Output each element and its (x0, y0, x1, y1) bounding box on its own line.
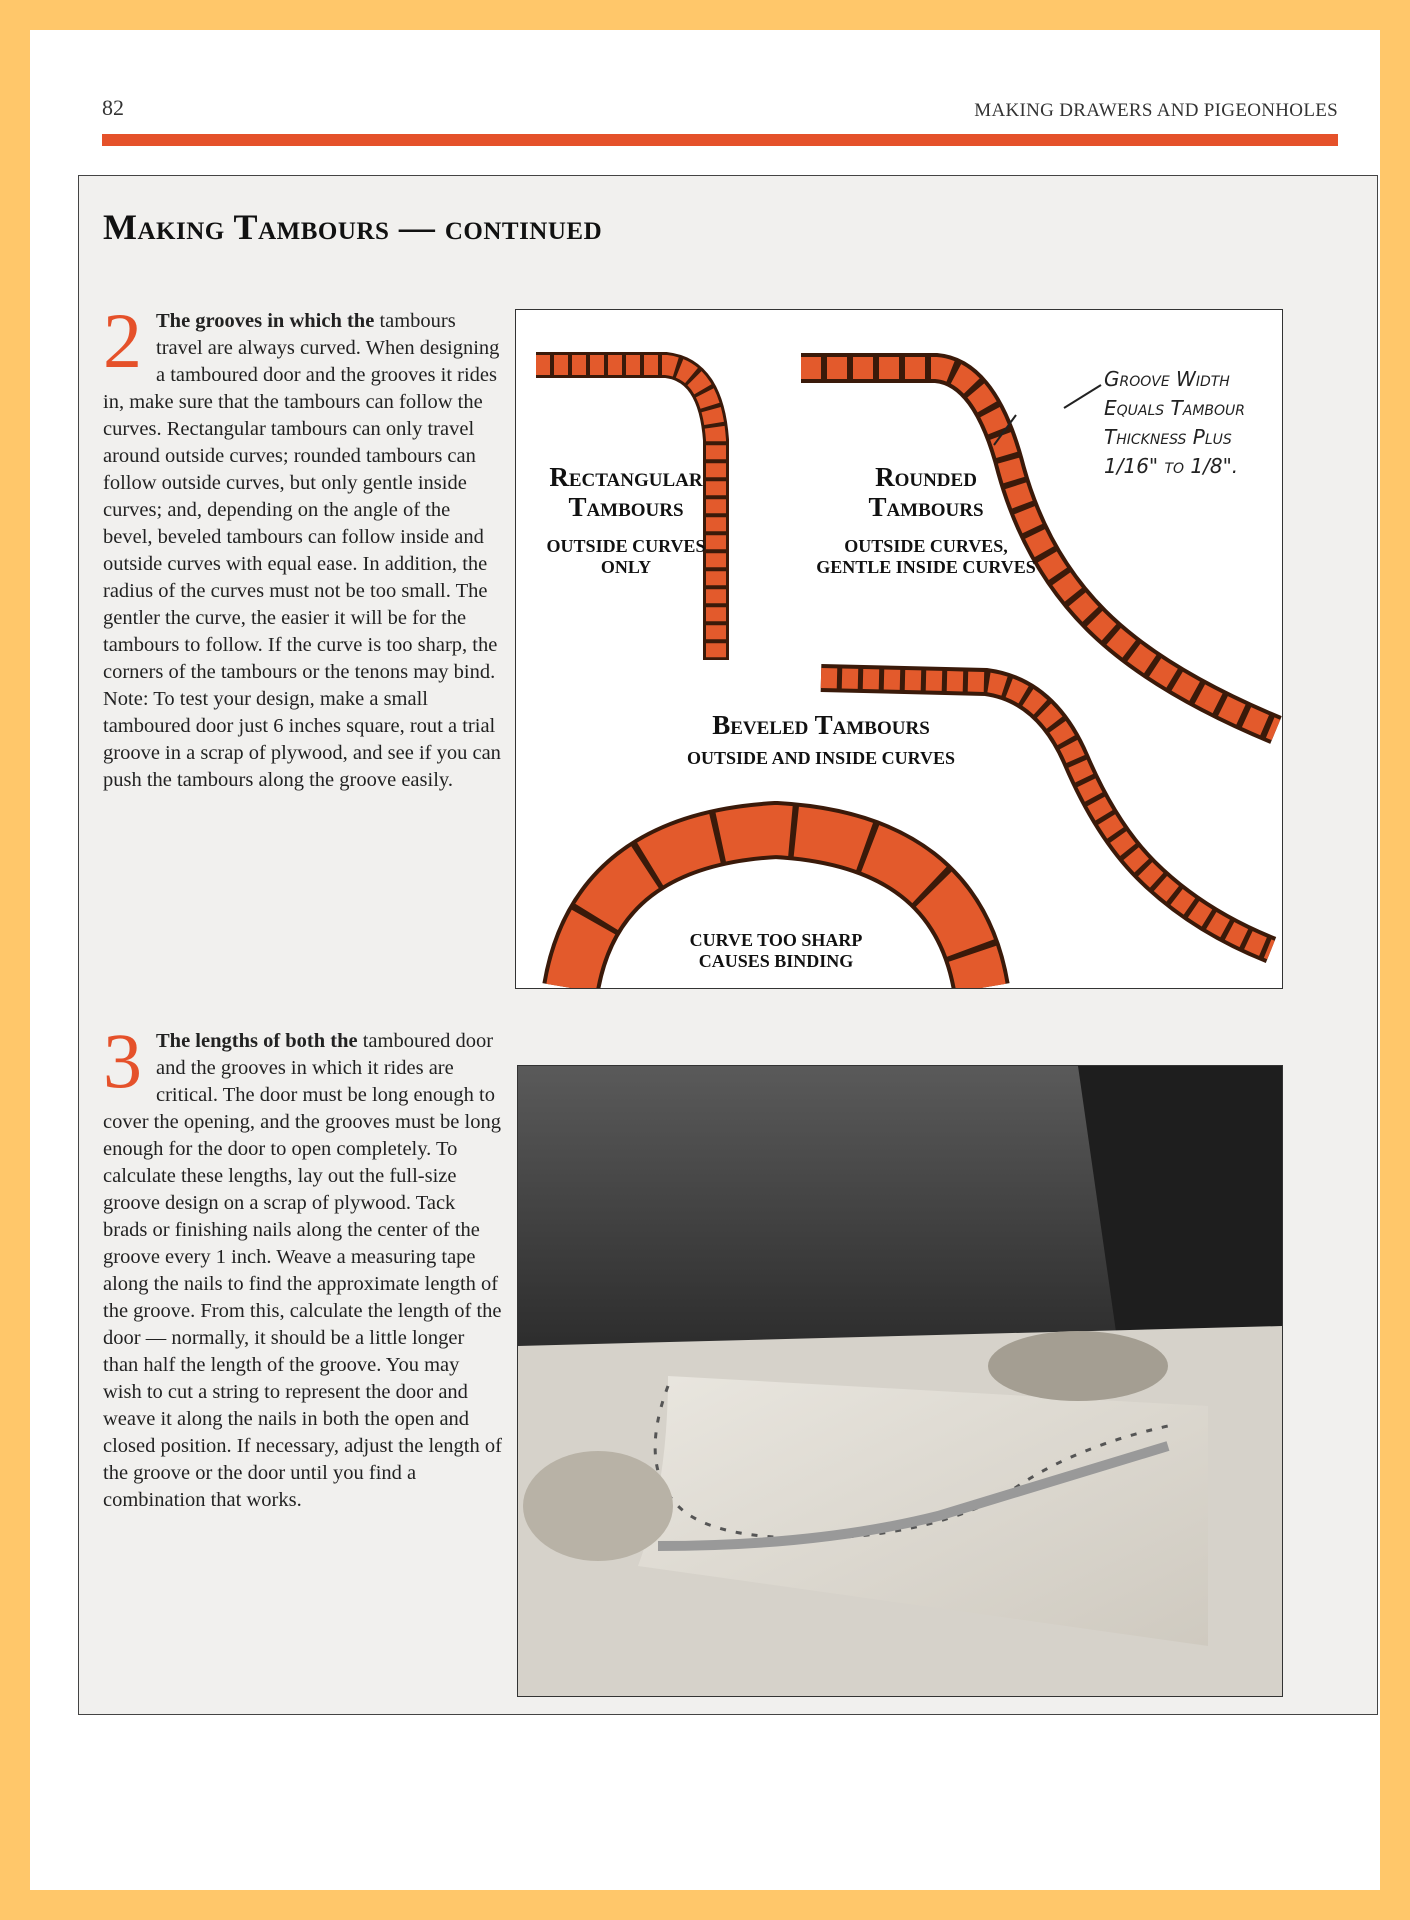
sharp-curve-label (646, 930, 906, 972)
sharp-caption-1: CURVE TOO SHARP (689, 930, 863, 950)
photo-illustration (518, 1066, 1282, 1696)
step-lead: The lengths of both the (156, 1030, 358, 1052)
leader-line (1064, 385, 1101, 408)
step-lead: The grooves in which the (156, 310, 375, 332)
rounded-title-2: Tambours (868, 492, 984, 522)
section-title: Making Tambours — continued (103, 207, 603, 247)
sharp-caption-2: CAUSES BINDING (698, 951, 854, 971)
step-body: tamboured door and the grooves in which it rides are critical. The door must be long enough to cover the opening, and the grooves must be long enough for the door to open completely. To calculate these lengths, lay out the full-size groove design on a scrap of plywood. Tack brads or finishing nails along the center of the groove every 1 inch. Weave a measuring tape along the nails to find the approximate length of the groove. From this, calculate the length of the door — normally, it should be a little longer than half the length of the groove. You may wish to cut a string to represent the door and weave it along the nails in both the open and closed position. If necessary, adjust the length of the groove or the door until you find a combination that works. (103, 1030, 502, 1511)
right-hand (988, 1331, 1168, 1401)
rectangular-label (526, 462, 726, 578)
header-rule (102, 134, 1338, 146)
shirt (518, 1066, 1118, 1366)
step-number: 3 (103, 1017, 142, 1104)
running-head: MAKING DRAWERS AND PIGEONHOLES (974, 100, 1338, 121)
step-3-text (103, 1017, 503, 1514)
beveled-caption: OUTSIDE AND INSIDE CURVES (687, 748, 955, 768)
rectangular-title-1: Rectangular (549, 462, 703, 492)
content-panel (78, 175, 1378, 1715)
rectangular-caption: OUTSIDE CURVES ONLY (546, 536, 706, 577)
beveled-title: Beveled Tambours (712, 710, 930, 740)
rounded-label (806, 462, 1046, 578)
rectangular-title-2: Tambours (568, 492, 684, 522)
rounded-caption: OUTSIDE CURVES, GENTLE INSIDE CURVES (816, 536, 1036, 577)
measuring-photo (517, 1065, 1283, 1697)
page-number: 82 (102, 95, 124, 120)
left-hand (523, 1451, 673, 1561)
step-number: 2 (103, 297, 142, 384)
rounded-title-1: Rounded (875, 462, 977, 492)
beveled-label (651, 710, 991, 769)
tambour-diagram (515, 309, 1283, 989)
step-body: tambours travel are always curved. When designing a tamboured door and the grooves it rides in, make sure that the tambours can follow the curves. Rectangular tambours can only travel around outside curves; rounded tambours can follow outside curves, but only gentle inside curves; and, depending on the angle of the bevel, beveled tambours can follow inside and outside curves with equal ease. In addition, the radius of the curves must not be too small. The gentler the curve, the easier it will be for the tambours to follow. If the curve is too sharp, the corners of the tambours or the tenons may bind. Note: To test your design, make a small tamboured door just 6 inches square, rout a trial groove in a scrap of plywood, and see if you can push the tambours along the groove easily. (103, 310, 501, 791)
step-2-text (103, 297, 503, 794)
groove-width-note: Groove Width Equals Tambour Thickness Plus 1/16" to 1/8". (1104, 367, 1245, 478)
